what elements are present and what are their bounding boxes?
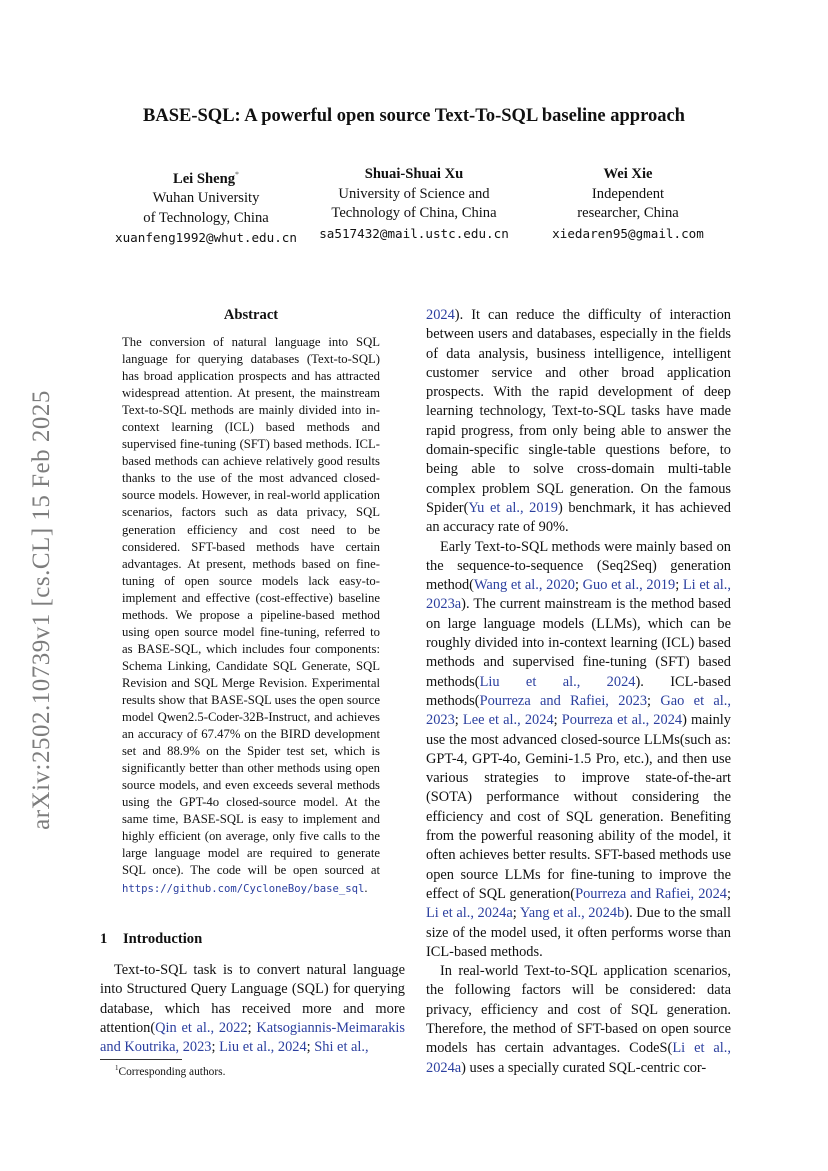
author-affiliation: University of Science and: [338, 185, 490, 202]
code-repo-link[interactable]: https://github.com/CycloneBoy/base_sql: [122, 882, 365, 895]
citation-link[interactable]: Pourreza and Rafiei, 2023: [479, 692, 648, 709]
intro-paragraph: Text-to-SQL task is to convert natural language into Structured Query Language (SQL) for querying database, which has received more and more attention(Qin et al., 2022; Katsogiannis-Meimarakis and Koutrika, 2023; Liu et al., 2024; Shi et al.,: [100, 962, 405, 1056]
section-heading-introduction: [100, 931, 405, 948]
arxiv-identifier: arXiv:2502.10739v1 [cs.CL] 15 Feb 2025: [28, 390, 55, 830]
author-affiliation: Wuhan University: [152, 190, 260, 207]
citation-link[interactable]: Li et al., 2024a: [426, 905, 513, 922]
author-block: [306, 165, 522, 243]
citation-link[interactable]: Li et al., 2023a: [426, 577, 731, 613]
citation-link[interactable]: Shi et al.,: [314, 1039, 369, 1056]
citation-link[interactable]: Wang et al., 2020: [473, 577, 575, 594]
citation-link[interactable]: Lee et al., 2024: [462, 712, 554, 729]
abstract-body: The conversion of natural language into SQL language for querying databases (Text-to-SQL) has broad application prospects and has attracted widespread attention. At present, the mainstream Text-to-SQL methods are mainly divided into in-context learning (ICL) based methods and supervised fine-tuning (SFT) based methods. ICL-based methods can achieve relatively good results thanks to the use of the most advanced closed-source models. However, in real-world application scenarios, factors such as data privacy, SQL generation efficiency and cost need to be considered. SFT-based methods have certain advantages. At present, methods based on fine-tuning of open source models lack easy-to-implement and effective (cost-effective) baseline methods. We propose a pipeline-based method using open source model fine-tuning, referred to as BASE-SQL, which includes four components: Schema Linking, Candidate SQL Generate, SQL Revision and SQL Merge Revision. Experimental results show that BASE-SQL uses the open source model Qwen2.5-Coder-32B-Instruct, and achieves an accuracy of 67.47% on the BIRD development set and 88.9% on the Spider test set, which is significantly better than other methods using open source models, and even exceeds several methods using the GPT-4o closed-source model. At the same time, BASE-SQL is easy to implement and highly efficient (on average, only five calls to the large language model are required to generate SQL once). The code will be open sourced at https://github.com/CycloneBoy/base_sql.: [122, 335, 380, 895]
author-block: [100, 165, 312, 248]
intro-paragraph: Early Text-to-SQL methods were mainly based on the sequence-to-sequence (Seq2Seq) generation method(Wang et al., 2020; Guo et al., 2019; Li et al., 2023a). The current mainstream is the method based on large language models (LLMs), which can be roughly divided into in-context learning (ICL) based methods and supervised fine-tuning (SFT) based methods(Liu et al., 2024). ICL-based methods(Pourreza and Rafiei, 2023; Gao et al., 2023; Lee et al., 2024; Pourreza et al., 2024) mainly use the most advanced closed-source LLMs(such as: GPT-4, GPT-4o, Gemini-1.5 Pro, etc.), and then use various strategies to improve state-of-the-art (SOTA) performance without considering the efficiency and cost of SQL generation. Benefiting from the powerful reasoning ability of the model, it often achieves better results. SFT-based methods use open source LLMs for fine-tuning to improve the effect of SQL generation(Pourreza and Rafiei, 2024; Li et al., 2024a; Yang et al., 2024b). Due to the small size of the model used, it often performs worse than ICL-based methods.: [426, 538, 732, 960]
citation-link[interactable]: Pourreza and Rafiei, 2024: [575, 885, 727, 902]
section-number: 1: [100, 931, 108, 947]
author-affiliation: Technology of China, China: [331, 205, 497, 221]
citation-link[interactable]: Guo et al., 2019: [582, 577, 676, 594]
citation-link[interactable]: Li et al., 2024a: [426, 1040, 731, 1076]
right-column: [426, 306, 731, 1078]
citation-link[interactable]: Yu et al., 2019: [468, 499, 558, 516]
section-title: Introduction: [123, 931, 203, 947]
citation-link[interactable]: Katsogiannis-Meimarakis and Koutrika, 2023: [100, 1019, 405, 1056]
intro-paragraph: 2024). It can reduce the difficulty of interaction between users and databases, especially in the fields of data analysis, business intelligence, intelligent customer service and other broad application prospects. With the rapid development of deep learning technology, Text-to-SQL tasks have made rapid progress, from only being able to answer the domain-specific single-table questions before, to being able to solve cross-domain multi-table complex problem SQL generation. On the famous Spider(Yu et al., 2019) benchmark, it has achieved an accuracy rate of 90%.: [426, 307, 731, 536]
citation-link[interactable]: Liu et al., 2024: [479, 673, 636, 690]
citation-link[interactable]: Qin et al., 2022: [155, 1019, 248, 1036]
citation-link[interactable]: Pourreza et al., 2024: [561, 712, 683, 729]
footnote-mark: 1: [115, 1064, 119, 1072]
author-email: xuanfeng1992@whut.edu.cn: [115, 230, 297, 246]
author-name: Shuai-Shuai Xu: [364, 166, 464, 182]
author-email: sa517432@mail.ustc.edu.cn: [319, 225, 509, 241]
author-affiliation: researcher, China: [577, 205, 679, 221]
paper-title: BASE-SQL: A powerful open source Text-To-SQL baseline approach: [143, 106, 685, 126]
citation-link[interactable]: Liu et al., 2024: [219, 1039, 307, 1056]
corresponding-author-mark: *: [235, 170, 240, 179]
arxiv-identifier-stamp: [22, 360, 62, 860]
footnote-divider: [100, 1059, 182, 1060]
author-name: Wei Xie: [603, 166, 653, 182]
intro-paragraph: In real-world Text-to-SQL application scenarios, the following factors will be considered: data privacy, efficiency and cost of SQL generation. Therefore, the method of SFT-based on open source models has certain advantages. CodeS(Li et al., 2024a) uses a specially curated SQL-centric cor-: [426, 963, 731, 1076]
author-name: Lei Sheng*: [172, 170, 240, 187]
citation-link[interactable]: 2024: [426, 307, 455, 323]
author-affiliation: of Technology, China: [143, 209, 269, 226]
footnote: [115, 1064, 225, 1078]
author-block: [528, 165, 728, 243]
footnote-text: Corresponding authors.: [118, 1065, 226, 1078]
author-affiliation: Independent: [591, 185, 665, 202]
citation-link[interactable]: Gao et al., 2023: [426, 692, 731, 729]
citation-link[interactable]: Yang et al., 2024b: [519, 905, 625, 922]
abstract-heading: Abstract: [223, 307, 279, 323]
author-email: xiedaren95@gmail.com: [552, 225, 704, 241]
